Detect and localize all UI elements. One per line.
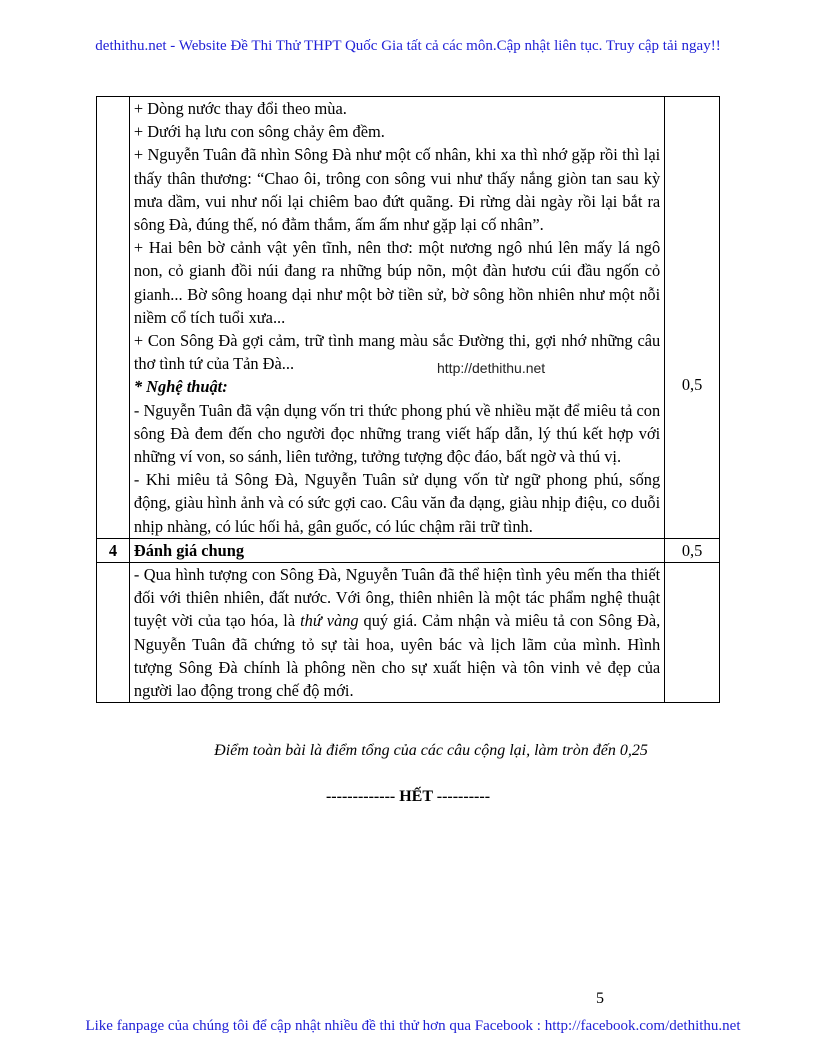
score-cell	[665, 97, 720, 539]
scoring-note: Điểm toàn bài là điểm tổng của các câu cộng lại, làm tròn đến 0,25	[214, 742, 648, 759]
end-marker: ------------- HẾT ----------	[325, 788, 491, 805]
score-value: 0,5	[681, 375, 703, 394]
content-text: - Qua hình tượng con Sông Đà, Nguyễn Tuân đã thể hiện tình yêu mến tha thiết đối với thiên nhiên, đất nước. Với ông, thiên nhiên là một tác phẩm nghệ thuật tuyệt vời của tạo hóa, là	[133, 565, 661, 631]
question-number: 4	[97, 538, 130, 562]
content-line: + Dòng nước thay đổi theo mùa.	[133, 99, 347, 118]
footer-banner[interactable]: Like fanpage của chúng tôi để cập nhật nhiều đề thi thử hơn qua Facebook : http://facebook.com/dethithu.net	[85, 1018, 741, 1034]
content-line: + Nguyễn Tuân đã nhìn Sông Đà như một cố nhân, khi xa thì nhớ gặp rồi thì lại thấy thân thương: “Chao ôi, trông con sông vui như thấy nắng giòn tan sau kỳ mưa dầm, vui như nối lại chiêm bao đứt quãng. Đi rừng dài ngày rồi lại bắt ra sông Đà, đúng thế, nó đằm thắm, ấm ấm như gặp lại cố nhân”.	[133, 145, 661, 235]
question-number-cell	[97, 563, 130, 703]
table-row	[97, 538, 720, 562]
table-row	[97, 563, 720, 703]
header-banner[interactable]: dethithu.net - Website Đề Thi Thử THPT Quốc Gia tất cả các môn.Cập nhật liên tục. Truy cập tải ngay!!	[95, 38, 721, 54]
question-number-cell	[97, 97, 130, 539]
content-line: + Hai bên bờ cảnh vật yên tĩnh, nên thơ: một nương ngô nhú lên mấy lá ngô non, cỏ gianh đồi núi đang ra những búp nõn, một đàn hươu cúi đầu ngốn cỏ gianh... Bờ sông hoang dại như một bờ tiền sử, bờ sông hồn nhiên như một nỗi niềm cổ tích tuổi xưa...	[133, 238, 661, 327]
section-title: Đánh giá chung	[129, 538, 664, 562]
content-cell	[129, 97, 664, 539]
content-line: + Con Sông Đà gợi cảm, trữ tình mang màu sắc Đường thi, gợi nhớ những câu thơ tình tứ của Tản Đà...	[133, 331, 661, 374]
table-row	[97, 97, 720, 539]
content-line: + Dưới hạ lưu con sông chảy êm đềm.	[133, 122, 385, 142]
content-line: - Nguyễn Tuân đã vận dụng vốn tri thức phong phú về nhiều mặt để miêu tả con sông Đà đem đến cho người đọc những trang viết hấp dẫn, lý thú kết hợp với những ví von, so sánh, liên tưởng, tưởng tượng độc đáo, bất ngờ và thú vị.	[133, 400, 661, 467]
content-text: quý giá. Cảm nhận và miêu tả con Sông Đà, Nguyễn Tuân đã chứng tỏ sự tài hoa, uyên bác và lịch lãm của mình. Hình tượng Sông Đà chính là phông nền cho sự xuất hiện và tôn vinh vẻ đẹp của người lao động trong chế độ mới.	[133, 611, 661, 701]
score-value: 0,5	[665, 538, 720, 562]
art-heading: * Nghệ thuật:	[133, 377, 228, 397]
watermark-link[interactable]: http://dethithu.net	[437, 360, 546, 376]
content-italic: thứ vàng	[300, 611, 359, 631]
content-cell	[129, 563, 664, 703]
score-cell	[665, 563, 720, 703]
content-line: - Khi miêu tả Sông Đà, Nguyễn Tuân sử dụng vốn từ ngữ phong phú, sống động, giàu hình ảnh và có sức gợi cao. Câu văn đa dạng, giàu nhịp điệu, co duỗi nhịp nhàng, có lúc hối hả, gân guốc, có lúc chậm rãi trữ tình.	[133, 470, 661, 536]
page-number: 5	[596, 990, 604, 1007]
answer-table	[96, 96, 720, 703]
